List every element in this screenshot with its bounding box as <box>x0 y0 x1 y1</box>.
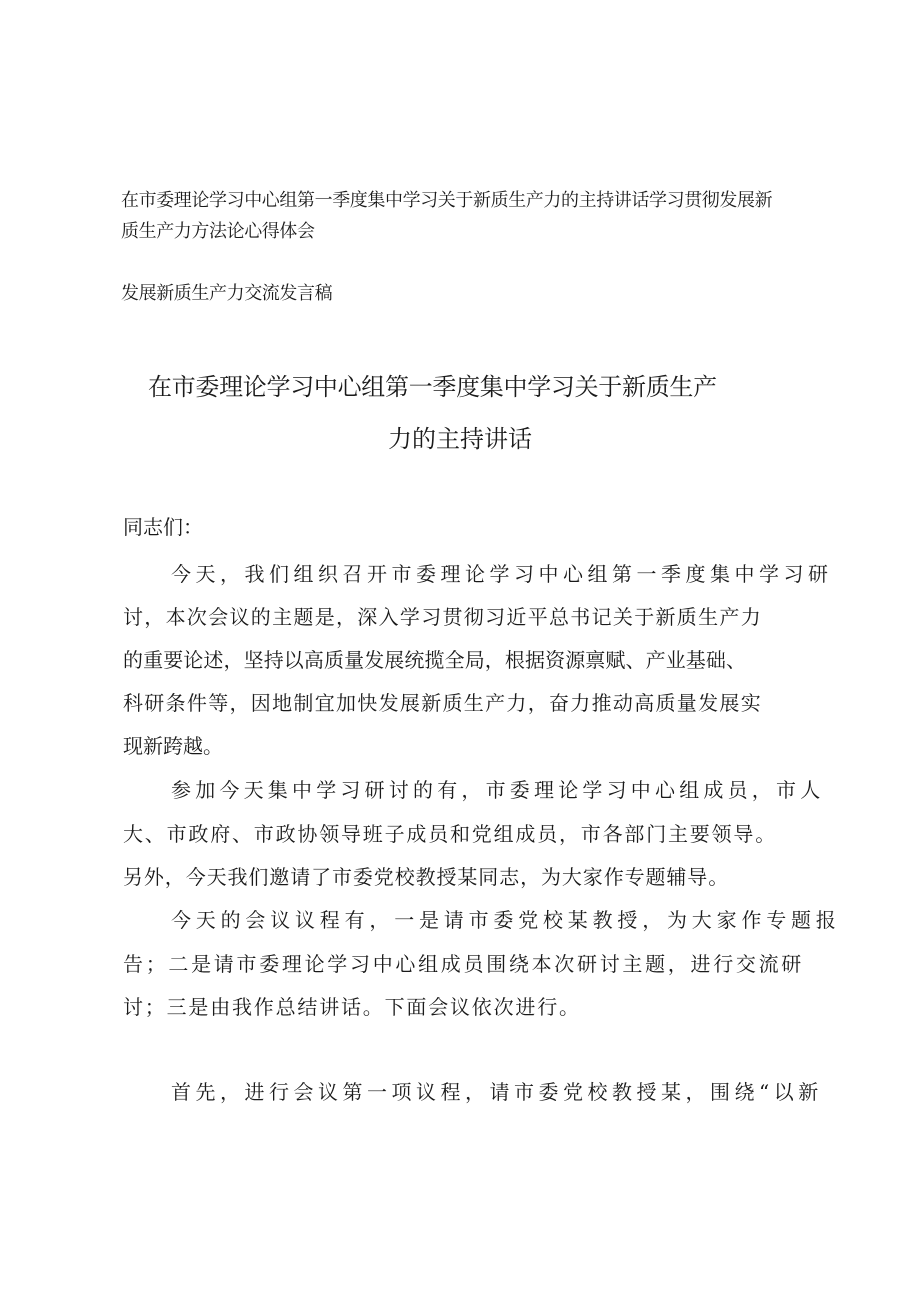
paragraph-3-line-1: 今天的会议议程有，一是请市委党校某教授，为大家作专题报 <box>171 908 841 932</box>
document-title-line-1: 在市委理论学习中心组第一季度集中学习关于新质生产 <box>148 373 717 401</box>
document-title-line-2: 力的主持讲话 <box>388 425 532 453</box>
paragraph-1-line-1: 今天，我们组织召开市委理论学习中心组第一季度集中学习研 <box>171 562 833 586</box>
paragraph-2-line-2: 大、市政府、市政协领导班子成员和党组成员，市各部门主要领导。 <box>123 822 777 846</box>
toc-title-line-3: 发展新质生产力交流发言稿 <box>121 283 333 304</box>
paragraph-1-line-5: 现新跨越。 <box>123 734 223 758</box>
paragraph-2-line-3: 另外，今天我们邀请了市委党校教授某同志，为大家作专题辅导。 <box>123 865 730 889</box>
paragraph-4-line-1: 首先，进行会议第一项议程，请市委党校教授某，围绕“以新 <box>171 1080 823 1104</box>
paragraph-3-line-2: 告；二是请市委理论学习中心组成员围绕本次研讨主题，进行交流研 <box>123 952 804 976</box>
paragraph-1-line-4: 科研条件等，因地制宜加快发展新质生产力，奋力推动高质量发展实 <box>123 691 762 715</box>
paragraph-1-line-3: 的重要论述，坚持以高质量发展统揽全局，根据资源禀赋、产业基础、 <box>123 648 747 672</box>
paragraph-1-line-2: 讨，本次会议的主题是，深入学习贯彻习近平总书记关于新质生产力 <box>123 605 762 629</box>
toc-title-line-1: 在市委理论学习中心组第一季度集中学习关于新质生产力的主持讲话学习贯彻发展新 <box>121 190 773 211</box>
salutation: 同志们： <box>123 515 203 539</box>
paragraph-2-line-1: 参加今天集中学习研讨的有，市委理论学习中心组成员，市人 <box>171 778 825 802</box>
toc-title-line-2: 质生产力方法论心得体会 <box>121 221 315 242</box>
paragraph-3-line-3: 讨；三是由我作总结讲话。下面会议依次进行。 <box>123 995 581 1019</box>
